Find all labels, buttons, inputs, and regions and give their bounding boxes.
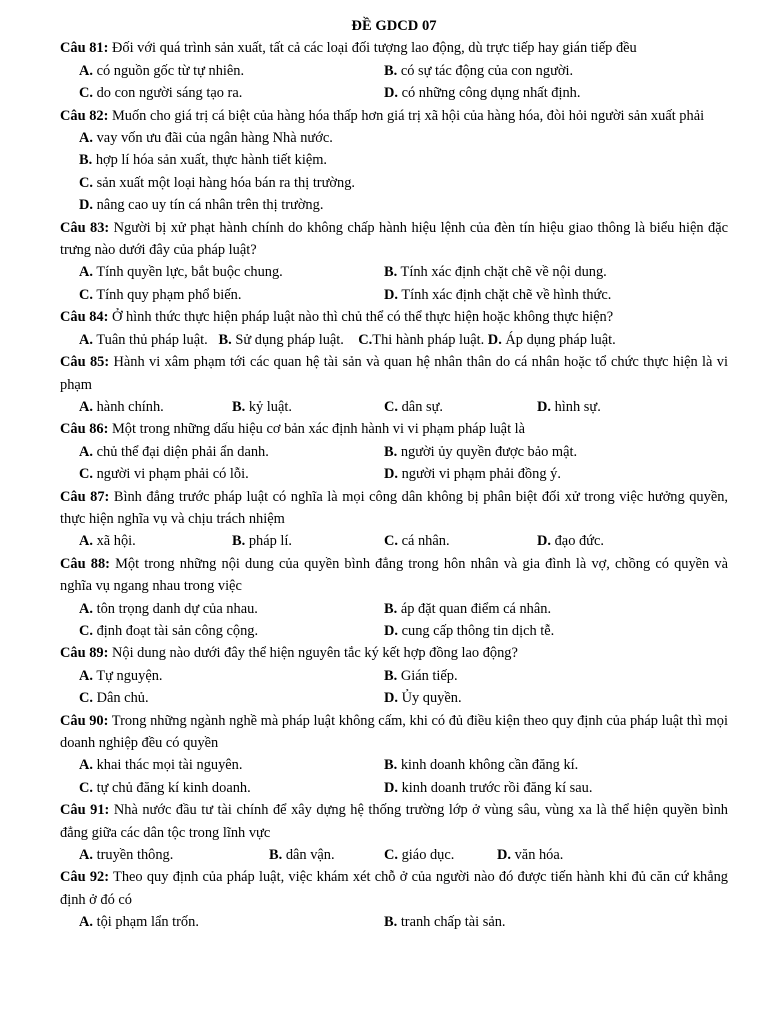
question-text: Hành vi xâm phạm tới các quan hệ tài sản và quan hệ nhân thân do cá nhân hoặc tổ chức thực hiện là vi phạm [60,354,728,393]
option-c: C. định đoạt tài sản công cộng. [79,622,259,639]
option-d: D. văn hóa. [497,847,564,864]
question-label: Câu 82: [60,107,109,124]
options [60,665,728,710]
question-text: Trong những ngành nghề mà pháp luật không cấm, khi có đủ điều kiện theo quy định của pháp luật thì mọi doanh nghiệp đều có quyền [60,712,728,751]
question-label: Câu 89: [60,645,109,662]
question-text: Một trong những dấu hiệu cơ bản xác định hành vi vi phạm pháp luật là [111,421,526,438]
question-label: Câu 84: [60,309,109,326]
question-stem [60,37,728,59]
option-b: B. kinh doanh không cần đăng kí. [384,757,579,774]
option-b: B. kỷ luật. [232,398,292,415]
question-text: Theo quy định của pháp luật, việc khám xét chỗ ở của người nào đó được tiến hành khi đủ căn cứ khẳng định ở đó có [60,869,728,908]
option-b: B. người ủy quyền được bảo mật. [384,443,578,460]
options [60,261,728,306]
option-a: A. vay vốn ưu đãi của ngân hàng Nhà nước. [79,130,333,147]
question-84 [60,306,728,351]
option-b: B. Sử dụng pháp luật. [218,331,344,348]
option-b: B. Tính xác định chặt chẽ về nội dung. [384,264,607,281]
question-87 [60,486,728,553]
option-b: B. hợp lí hóa sản xuất, thực hành tiết kiệm. [79,152,328,169]
option-a: A. có nguồn gốc từ tự nhiên. [79,62,245,79]
option-b: B. có sự tác động của con người. [384,62,574,79]
question-label: Câu 87: [60,488,110,505]
option-c: C.Thi hành pháp luật. [358,331,485,348]
option-d: D. nâng cao uy tín cá nhân trên thị trường. [79,197,324,214]
question-label: Câu 88: [60,555,110,572]
option-a: A. truyền thông. [79,847,174,864]
options [60,598,728,643]
option-b: B. tranh chấp tài sản. [384,914,506,931]
question-text: Một trong những nội dung của quyền bình đẳng trong hôn nhân và gia đình là vợ, chồng có quyền và nghĩa vụ ngang nhau trong việc [60,555,728,595]
question-90 [60,710,728,800]
option-a: A. chủ thể đại diện phải ẩn danh. [79,443,269,460]
question-91 [60,799,728,866]
question-label: Câu 92: [60,869,110,886]
option-c: C. giáo dục. [384,847,455,864]
option-b: B. Gián tiếp. [384,667,458,684]
question-stem [60,486,728,531]
question-stem [60,351,728,396]
option-c: C. tự chủ đăng kí kinh doanh. [79,779,251,796]
option-b: B. áp đặt quan điểm cá nhân. [384,600,552,617]
option-c: C. người vi phạm phải có lỗi. [79,466,249,483]
option-a: A. hành chính. [79,398,164,415]
page-title: ĐỀ GDCD 07 [351,18,437,34]
question-stem [60,418,728,440]
question-83 [60,217,728,307]
option-a: A. xã hội. [79,533,136,550]
question-stem [60,306,728,328]
option-d: D. có những công dụng nhất định. [384,85,581,102]
question-stem [60,217,728,262]
question-label: Câu 91: [60,802,110,819]
question-label: Câu 81: [60,40,109,57]
option-a: A. Tính quyền lực, bắt buộc chung. [79,264,283,281]
option-a: A. tội phạm lẩn trốn. [79,914,199,931]
option-d: D. Tính xác định chặt chẽ về hình thức. [384,286,612,303]
option-c: C. cá nhân. [384,533,450,550]
question-92 [60,866,728,933]
question-text: Muốn cho giá trị cá biệt của hàng hóa thấp hơn giá trị xã hội của hàng hóa, đòi hỏi người sản xuất phải [111,107,705,124]
option-c: C. Dân chủ. [79,690,149,707]
option-b: B. pháp lí. [232,533,292,550]
question-label: Câu 85: [60,354,110,371]
options [60,754,728,799]
question-label: Câu 83: [60,219,110,236]
option-d: D. cung cấp thông tin dịch tễ. [384,622,555,639]
options [60,441,728,486]
options [60,911,728,933]
options [60,396,728,418]
question-stem [60,553,728,598]
option-d: D. Ủy quyền. [384,690,462,707]
option-c: C. dân sự. [384,398,443,415]
options [60,329,728,351]
options [60,844,728,866]
option-c: C. sản xuất một loại hàng hóa bán ra thị trường. [79,174,356,191]
question-text: Ở hình thức thực hiện pháp luật nào thì chủ thể có thể thực hiện hoặc không thực hiện? [111,309,614,326]
question-86 [60,418,728,485]
question-text: Nội dung nào dưới đây thể hiện nguyên tắc ký kết hợp đồng lao động? [111,645,518,662]
question-89 [60,642,728,709]
question-81 [60,37,728,104]
question-stem [60,105,728,127]
question-stem [60,799,728,844]
option-b: B. dân vận. [269,847,335,864]
option-d: D. người vi phạm phải đồng ý. [384,466,561,483]
option-c: C. Tính quy phạm phổ biến. [79,286,242,303]
question-85 [60,351,728,418]
question-stem [60,642,728,664]
question-text: Bình đẳng trước pháp luật có nghĩa là mọi công dân không bị phân biệt đối xử trong việc hưởng quyền, thực hiện nghĩa vụ và chịu trách nhiệm [60,488,728,527]
option-d: D. kinh doanh trước rồi đăng kí sau. [384,779,593,796]
question-label: Câu 86: [60,421,109,438]
question-text: Đối với quá trình sản xuất, tất cả các loại đối tượng lao động, dù trực tiếp hay gián tiếp đều [111,40,637,57]
option-d: D. đạo đức. [537,533,604,550]
option-d: D. hình sự. [537,398,601,415]
question-label: Câu 90: [60,712,109,729]
question-text: Người bị xử phạt hành chính do không chấp hành hiệu lệnh của đèn tín hiệu giao thông là biểu hiện đặc trưng nào dưới đây của pháp luật? [60,219,728,259]
options [60,60,728,105]
option-a: A. khai thác mọi tài nguyên. [79,757,243,774]
option-a: A. tôn trọng danh dự của nhau. [79,600,258,617]
question-88 [60,553,728,643]
options [60,530,728,552]
option-d: D. Áp dụng pháp luật. [487,331,616,348]
options [60,127,728,217]
question-text: Nhà nước đầu tư tài chính để xây dựng hệ thống trường lớp ở vùng sâu, vùng xa là thể hiện quyền bình đẳng giữa các dân tộc trong lĩnh vực [60,802,728,841]
question-stem [60,710,728,755]
option-a: A. Tự nguyện. [79,667,163,684]
option-a: A. Tuân thủ pháp luật. [79,331,208,348]
option-c: C. do con người sáng tạo ra. [79,85,243,102]
question-stem [60,866,728,911]
question-82 [60,105,728,217]
